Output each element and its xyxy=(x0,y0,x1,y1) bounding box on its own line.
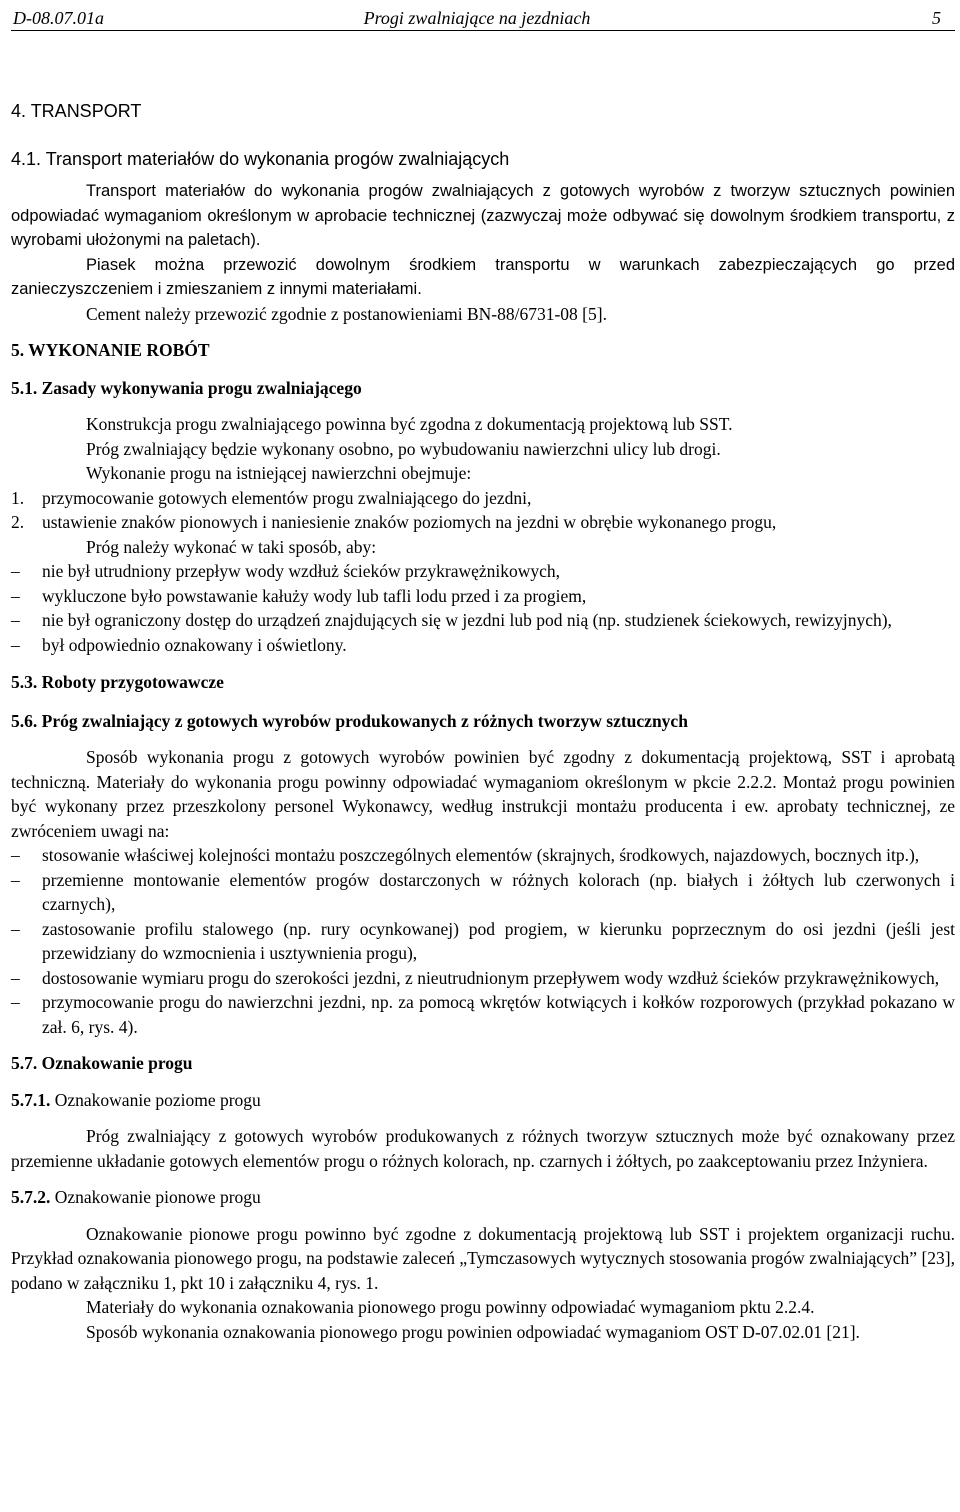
page-header xyxy=(11,0,955,31)
paragraph: Wykonanie progu na istniejącej nawierzchni obejmuje: xyxy=(86,463,472,483)
paragraph: Cement należy przewozić zgodnie z postanowieniami BN-88/6731-08 [5]. xyxy=(86,303,607,324)
list-item: – był odpowiednio oznakowany i oświetlony. xyxy=(11,633,955,658)
paragraph: Próg zwalniający z gotowych wyrobów produkowanych z różnych tworzyw sztucznych może być oznakowany przez przemienne układanie gotowych elementów progu o różnych kolorach, np. czarnych i żółtych, po zaakceptowaniu przez Inżyniera. xyxy=(11,1126,955,1171)
header-title: Progi zwalniające na jezdniach xyxy=(363,7,591,28)
document-page xyxy=(11,0,955,1344)
spec-code: D-08.07.01a xyxy=(13,7,104,28)
paragraph: Transport materiałów do wykonania progów zwalniających z gotowych wyrobów z tworzyw sztucznych powinien odpowiadać wymaganiom określonym w aprobacie technicznej (zazwyczaj może odbywać się dowolnym środkiem transportu, z wyrobami ułożonymi na paletach). xyxy=(11,182,955,249)
list-item: – wykluczone było powstawanie kałuży wody lub tafli lodu przed i za progiem, xyxy=(11,584,955,609)
dash-list xyxy=(11,843,955,1039)
paragraph: Materiały do wykonania oznakowania pionowego progu powinny odpowiadać wymaganiom pktu 2.2.4. xyxy=(86,1297,815,1317)
section-5-1-heading: 5.1. Zasady wykonywania progu zwalniającego xyxy=(11,377,362,398)
section-5-heading: 5. WYKONANIE ROBÓT xyxy=(11,340,210,360)
list-item: – przemienne montowanie elementów progów dostarczonych w różnych kolorach (np. białych i żółtych lub czerwonych i czarnych), xyxy=(11,868,955,917)
list-item: – dostosowanie wymiaru progu do szerokości jezdni, z nieutrudnionym przepływem wody wzdłuż ścieków przykrawężnikowych, xyxy=(11,966,955,991)
list-item: – nie był utrudniony przepływ wody wzdłuż ścieków przykrawężnikowych, xyxy=(11,559,955,584)
section-4-1-heading: 4.1. Transport materiałów do wykonania progów zwalniających xyxy=(11,148,510,169)
paragraph: Próg należy wykonać w taki sposób, aby: xyxy=(86,536,377,557)
paragraph: Oznakowanie pionowe progu powinno być zgodne z dokumentacją projektową lub SST i projektem organizacji ruchu. Przykład oznakowania pionowego progu, na podstawie zaleceń „Tymczasowych wytycznych stosowania progów zwalniających” [23], podano w załączniku 1, pkt 10 i załączniku 4, rys. 1. xyxy=(11,1223,955,1293)
list-item: 2. ustawienie znaków pionowych i naniesienie znaków poziomych na jezdni w obrębie wykonanego progu, xyxy=(11,512,777,532)
list-item: – przymocowanie progu do nawierzchni jezdni, np. za pomocą wkrętów kotwiących i kołków rozporowych (przykład pokazano w zał. 6, rys. 4). xyxy=(11,990,955,1039)
section-5-7-2-heading: 5.7.2. Oznakowanie pionowe progu xyxy=(11,1187,261,1207)
numbered-list xyxy=(11,486,955,535)
paragraph: Sposób wykonania progu z gotowych wyrobów powinien być zgodny z dokumentacją projektową, SST i aprobatą techniczną. Materiały do wykonania progu powinny odpowiadać wymaganiom określonym w pkcie 2.2.2. Montaż progu powinien być wykonany przez przeszkolony personel Wykonawcy, według instrukcji montażu producenta i ew. aprobaty technicznej, ze zwróceniem uwagi na: xyxy=(11,747,955,841)
section-5-3-heading: 5.3. Roboty przygotowawcze xyxy=(11,672,224,692)
paragraph: Konstrukcja progu zwalniającego powinna być zgodna z dokumentacją projektową lub SST. xyxy=(86,414,733,434)
list-item: – stosowanie właściwej kolejności montażu poszczególnych elementów (skrajnych, środkowych, najazdowych, bocznych itp.), xyxy=(11,843,955,868)
section-5-6-heading: 5.6. Próg zwalniający z gotowych wyrobów produkowanych z różnych tworzyw sztucznych xyxy=(11,710,688,731)
section-5-7-heading: 5.7. Oznakowanie progu xyxy=(11,1053,193,1073)
list-item: – zastosowanie profilu stalowego (np. rury ocynkowanej) pod progiem, w kierunku poprzecznym do osi jezdni (jeśli jest przewidziany do wzmocnienia i usztywnienia progu), xyxy=(11,917,955,966)
section-5-7-1-heading: 5.7.1. Oznakowanie poziome progu xyxy=(11,1089,261,1110)
list-item: – nie był ograniczony dostęp do urządzeń znajdujących się w jezdni lub pod nią (np. studzienek ściekowych, rewizyjnych), xyxy=(11,608,955,633)
dash-list xyxy=(11,559,955,657)
page-number: 5 xyxy=(932,7,941,28)
paragraph: Sposób wykonania oznakowania pionowego progu powinien odpowiadać wymaganiom OST D-07.02.01 [21]. xyxy=(86,1321,860,1342)
list-item: 1. przymocowanie gotowych elementów progu zwalniającego do jezdni, xyxy=(11,487,532,508)
paragraph: Piasek można przewozić dowolnym środkiem transportu w warunkach zabezpieczających go przed zanieczyszczeniem i zmieszaniem z innymi materiałami. xyxy=(11,255,955,298)
paragraph: Próg zwalniający będzie wykonany osobno, po wybudowaniu nawierzchni ulicy lub drogi. xyxy=(86,438,721,459)
section-4-heading: 4. TRANSPORT xyxy=(11,101,142,121)
